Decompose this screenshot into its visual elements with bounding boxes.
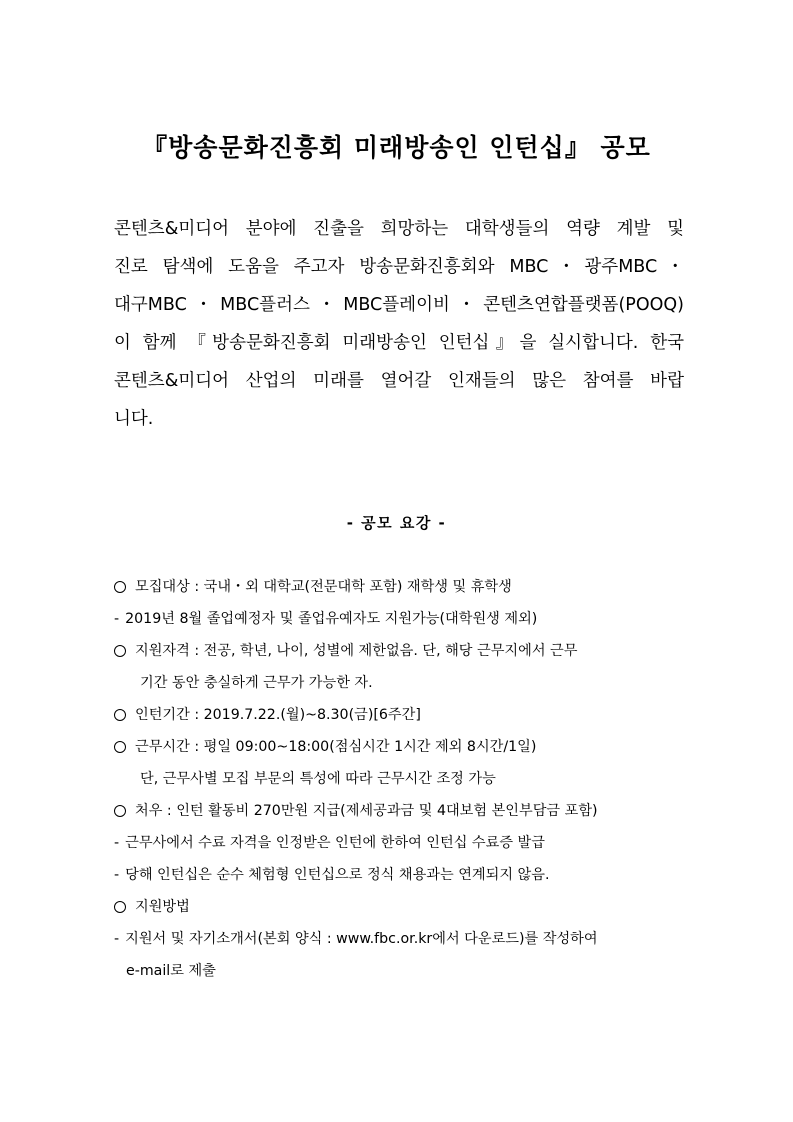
circle-bullet-icon <box>114 581 126 593</box>
section-heading: - 공모 요강 - <box>346 514 447 532</box>
dash-bullet: - <box>114 835 120 851</box>
item-text: 지원서 및 자기소개서(본회 양식 : www.fbc.or.kr에서 다운로드)를 작성하여 <box>125 931 598 947</box>
dash-bullet: - <box>114 931 120 947</box>
list-item <box>114 832 682 864</box>
item-text: e-mail로 제출 <box>126 963 216 979</box>
intro-line: 니다. <box>114 409 154 429</box>
list-item <box>114 864 682 896</box>
item-text: 지원방법 <box>135 899 190 915</box>
intro-line: 진로 탐색에 도움을 주고자 방송문화진흥회와 MBC・광주MBC・ <box>114 257 684 277</box>
intro-line: 콘텐츠&미디어 산업의 미래를 열어갈 인재들의 많은 참여를 바랍 <box>114 371 684 391</box>
item-text: 근무시간 : 평일 09:00~18:00(점심시간 1시간 제외 8시간/1일) <box>135 739 537 755</box>
list-item-continuation <box>114 960 682 992</box>
item-text: 처우 : 인턴 활동비 270만원 지급(제세공과금 및 4대보험 본인부담금 포함) <box>135 803 598 819</box>
item-text: 모집대상 : 국내・외 대학교(전문대학 포함) 재학생 및 휴학생 <box>135 579 512 595</box>
circle-bullet-icon <box>114 805 126 817</box>
list-item-continuation <box>114 672 682 704</box>
list-item <box>114 576 682 608</box>
requirements-list <box>114 576 682 992</box>
item-text: 근무사에서 수료 자격을 인정받은 인턴에 한하여 인턴십 수료증 발급 <box>125 835 545 851</box>
circle-bullet-icon <box>114 901 126 913</box>
item-text: 단, 근무사별 모집 부문의 특성에 따라 근무시간 조정 가능 <box>140 771 496 787</box>
item-text: 지원자격 : 전공, 학년, 나이, 성별에 제한없음. 단, 해당 근무지에서 근무 <box>135 643 578 659</box>
intro-paragraph <box>114 217 684 445</box>
list-item-continuation <box>114 768 682 800</box>
list-item <box>114 736 682 768</box>
item-text: 당해 인턴십은 순수 체험형 인턴십으로 정식 채용과는 연계되지 않음. <box>125 867 550 883</box>
dash-bullet: - <box>114 611 120 627</box>
list-item <box>114 928 682 960</box>
list-item <box>114 704 682 736</box>
circle-bullet-icon <box>114 741 126 753</box>
intro-line: 콘텐츠&미디어 분야에 진출을 희망하는 대학생들의 역량 계발 및 <box>114 219 684 239</box>
intro-line: 이 함께 『방송문화진흥회 미래방송인 인턴십』을 실시합니다. 한국 <box>114 333 684 353</box>
list-item <box>114 608 682 640</box>
item-text: 인턴기간 : 2019.7.22.(월)~8.30(금)[6주간] <box>135 707 421 723</box>
page-title: 『방송문화진흥회 미래방송인 인턴십』 공모 <box>142 133 651 162</box>
item-text: 기간 동안 충실하게 근무가 가능한 자. <box>140 675 373 691</box>
dash-bullet: - <box>114 867 120 883</box>
intro-line: 대구MBC・MBC플러스・MBC플레이비・콘텐츠연합플랫폼(POOQ) <box>114 295 684 315</box>
circle-bullet-icon <box>114 645 126 657</box>
list-item <box>114 640 682 672</box>
list-item <box>114 896 682 928</box>
circle-bullet-icon <box>114 709 126 721</box>
list-item <box>114 800 682 832</box>
item-text: 2019년 8월 졸업예정자 및 졸업유예자도 지원가능(대학원생 제외) <box>125 611 538 627</box>
